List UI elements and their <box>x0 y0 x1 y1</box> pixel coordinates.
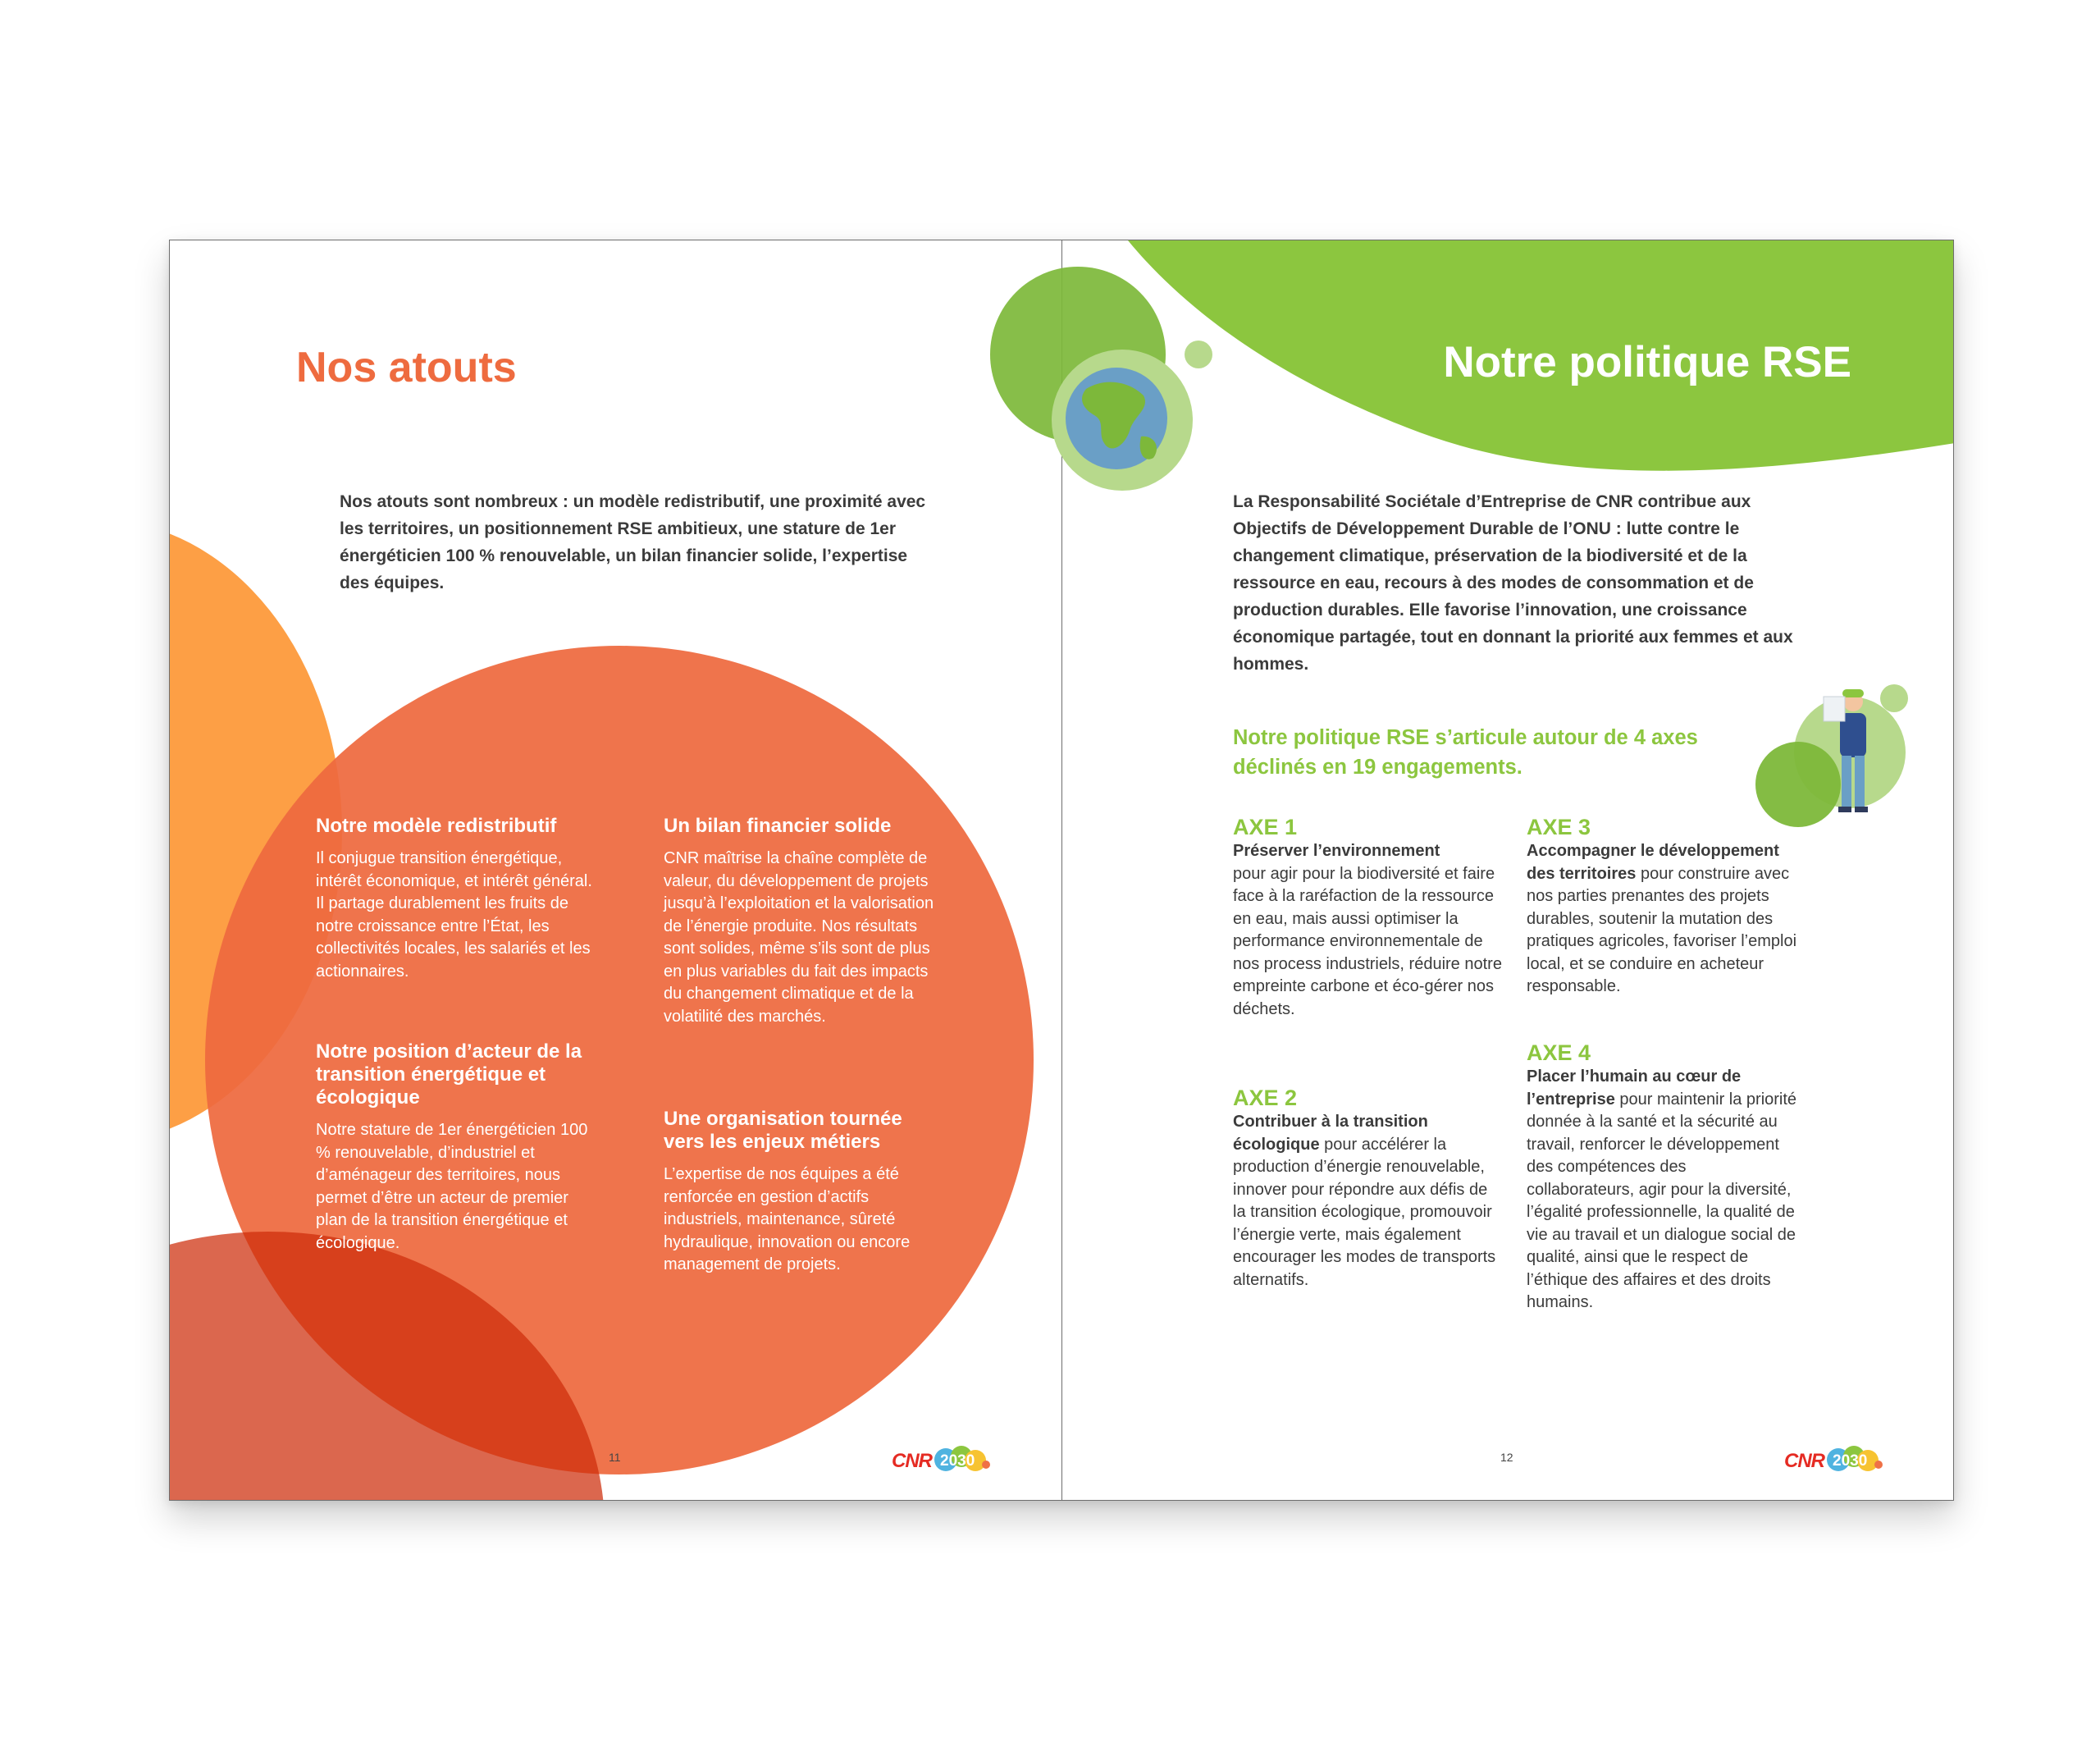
axes-subheading: Notre politique RSE s’articule autour de 4 axes déclinés en 19 engagements. <box>1233 726 1698 779</box>
axe-text: pour agir pour la biodiversité et faire face à la raréfaction de la ressource en eau, mais aussi optimiser la performance environnementale de nos process industriels, réduire notre empreinte carbone et éco-gérer nos déchets. <box>1233 864 1502 1018</box>
axe-label: AXE 2 <box>1233 1086 1298 1110</box>
section-organization <box>664 1108 934 1277</box>
section-financial-balance <box>664 815 934 1028</box>
page-number: 12 <box>1500 1451 1513 1464</box>
leg-icon <box>1855 756 1865 808</box>
section-heading: Une organisation tournée vers les enjeux métiers <box>664 1108 902 1153</box>
intro-paragraph: Nos atouts sont nombreux : un modèle redistributif, une proximité avec les territoires, un positionnement RSE ambitieux, une stature de 1er énergéticien 100 % renouvelable, un bilan financier solide, l’expertise des équipes. <box>340 492 926 592</box>
helmet-icon <box>1842 689 1864 697</box>
brochure-spread <box>169 240 1954 1501</box>
page-title: Notre politique RSE <box>1443 338 1851 386</box>
section-body: Il conjugue transition énergétique, intérêt économique, et intérêt général. Il partage durablement les fruits de notre croissance entre l’État, les collectivités locales, les salariés et les actionnaires. <box>316 849 592 981</box>
logo-2030-badge <box>1827 1440 1884 1478</box>
badge-dot <box>982 1461 990 1469</box>
axe-4 <box>1527 1040 1797 1314</box>
badge-dot <box>1874 1461 1883 1469</box>
axe-2 <box>1233 1086 1504 1292</box>
left-page <box>169 240 1062 1501</box>
intro-paragraph: La Responsabilité Sociétale d’Entreprise de CNR contribue aux Objectifs de Développement Durable de l’ONU : lutte contre le changement climatique, préservation de la biodiversité et de la ressource en eau, recours à des modes de consommation et de production durables. Elle favorise l’innovation, une croissance économique partagée, tout en donnant la priorité aux femmes et aux hommes. <box>1233 492 1793 674</box>
axe-1 <box>1233 815 1504 1021</box>
section-heading: Un bilan financier solide <box>664 815 892 837</box>
cnr-logo <box>892 1440 990 1478</box>
axe-label: AXE 3 <box>1527 815 1591 839</box>
logo-year: 2030 <box>940 1452 975 1470</box>
boot-icon <box>1838 807 1851 812</box>
globe-illustration <box>981 240 1244 510</box>
axe-label: AXE 4 <box>1527 1040 1591 1065</box>
section-energy-transition <box>316 1040 603 1255</box>
leg-icon <box>1842 756 1851 808</box>
logo-wordmark: CNR <box>892 1450 932 1472</box>
section-body: CNR maîtrise la chaîne complète de valeur, du développement de projets jusqu’à l’exploitation et la valorisation de l’énergie produite. Nos résultats sont solides, même s’ils sont de plus en plus variables du fait des impacts du changement climatique et de la volatilité des marchés. <box>664 849 934 1026</box>
axe-lead: Accompagner le développement des territoires <box>1527 842 1779 883</box>
section-heading: Notre position d’acteur de la transition énergétique et écologique <box>316 1040 582 1109</box>
logo-wordmark: CNR <box>1784 1450 1824 1472</box>
section-body: Notre stature de 1er énergéticien 100 % renouvelable, d’industriel et d’aménageur des territoires, nous permet d’être un acteur de premier plan de la transition énergétique et écologique. <box>316 1121 588 1252</box>
axe-text: pour accélérer la production d’énergie renouvelable, innover pour répondre aux défis de la transition écologique, promouvoir l’énergie verte, mais également encourager les modes de transports alternatifs. <box>1233 1135 1496 1289</box>
small-green-dot <box>1880 684 1908 712</box>
section-heading: Notre modèle redistributif <box>316 815 557 837</box>
boot-icon <box>1855 807 1868 812</box>
axe-lead: Contribuer à la transition écologique <box>1233 1113 1428 1154</box>
page-number: 11 <box>609 1451 621 1464</box>
axe-text: pour construire avec nos parties prenantes des projets durables, soutenir la mutation des pratiques agricoles, favoriser l’emploi local, et se conduire en acheteur responsable. <box>1527 864 1797 995</box>
small-green-dot <box>1185 341 1212 368</box>
document-icon <box>1824 697 1845 721</box>
axe-label: AXE 1 <box>1233 815 1298 839</box>
cnr-logo <box>1784 1440 1883 1478</box>
axe-lead: Préserver l’environnement <box>1233 842 1440 860</box>
axe-lead: Placer l’humain au cœur de l’entreprise <box>1527 1068 1742 1109</box>
logo-year: 2030 <box>1833 1452 1868 1470</box>
page-title: Nos atouts <box>296 344 517 391</box>
axe-text: pour maintenir la priorité donnée à la santé et la sécurité au travail, renforcer le développement des compétences des collaborateurs, agir pour la diversité, l’égalité professionnelle, la qualité de vie au travail et un dialogue social de qualité, ainsi que le respect de l’éthique des affaires et des droits humains. <box>1527 1090 1797 1311</box>
logo-2030-badge <box>934 1440 992 1478</box>
section-body: L’expertise de nos équipes a été renforcée en gestion d’actifs industriels, maintenance, sûreté hydraulique, innovation ou encore management de projets. <box>664 1165 911 1273</box>
section-redistributive-model <box>316 815 603 983</box>
axe-3 <box>1527 815 1797 999</box>
